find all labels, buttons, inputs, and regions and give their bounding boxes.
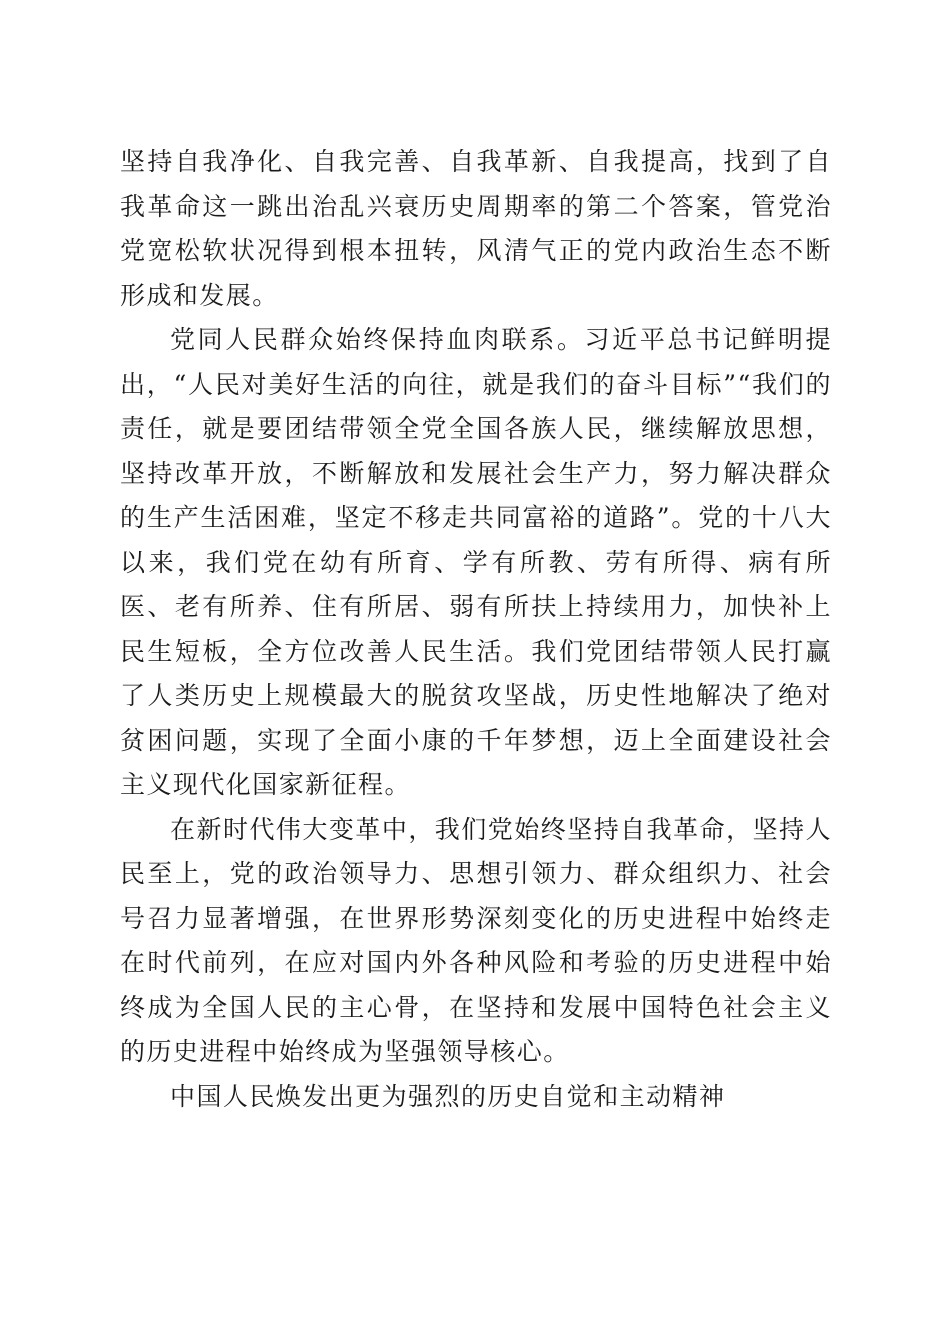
paragraph-people-connection: 党同人民群众始终保持血肉联系。习近平总书记鲜明提出，“人民对美好生活的向往，就是我们的奋斗目标”“我们的责任，就是要团结带领全党全国各族人民，继续解放思想，坚持改革开放，不断解放和发展社会生产力，努力解决群众的生产生活困难，坚定不移走共同富裕的道路”。党的十八大以来，我们党在幼有所育、学有所教、劳有所得、病有所医、老有所养、住有所居、弱有所扶上持续用力，加快补上民生短板，全方位改善人民生活。我们党团结带领人民打赢了人类历史上规模最大的脱贫攻坚战，历史性地解决了绝对贫困问题，实现了全面小康的千年梦想，迈上全面建设社会主义现代化国家新征程。 xyxy=(120,325,832,799)
body-text xyxy=(120,140,832,1119)
paragraph-heading-historical-initiative: 中国人民焕发出更为强烈的历史自觉和主动精神 xyxy=(170,1081,726,1111)
paragraph-new-era-change: 在新时代伟大变革中，我们党始终坚持自我革命，坚持人民至上，党的政治领导力、思想引领力、群众组织力、社会号召力显著增强，在世界形势深刻变化的历史进程中始终走在时代前列，在应对国内外各种风险和考验的历史进程中始终成为全国人民的主心骨，在坚持和发展中国特色社会主义的历史进程中始终成为坚强领导核心。 xyxy=(120,814,832,1066)
paragraph-self-revolution: 坚持自我净化、自我完善、自我革新、自我提高，找到了自我革命这一跳出治乱兴衰历史周期率的第二个答案，管党治党宽松软状况得到根本扭转，风清气正的党内政治生态不断形成和发展。 xyxy=(120,147,832,310)
